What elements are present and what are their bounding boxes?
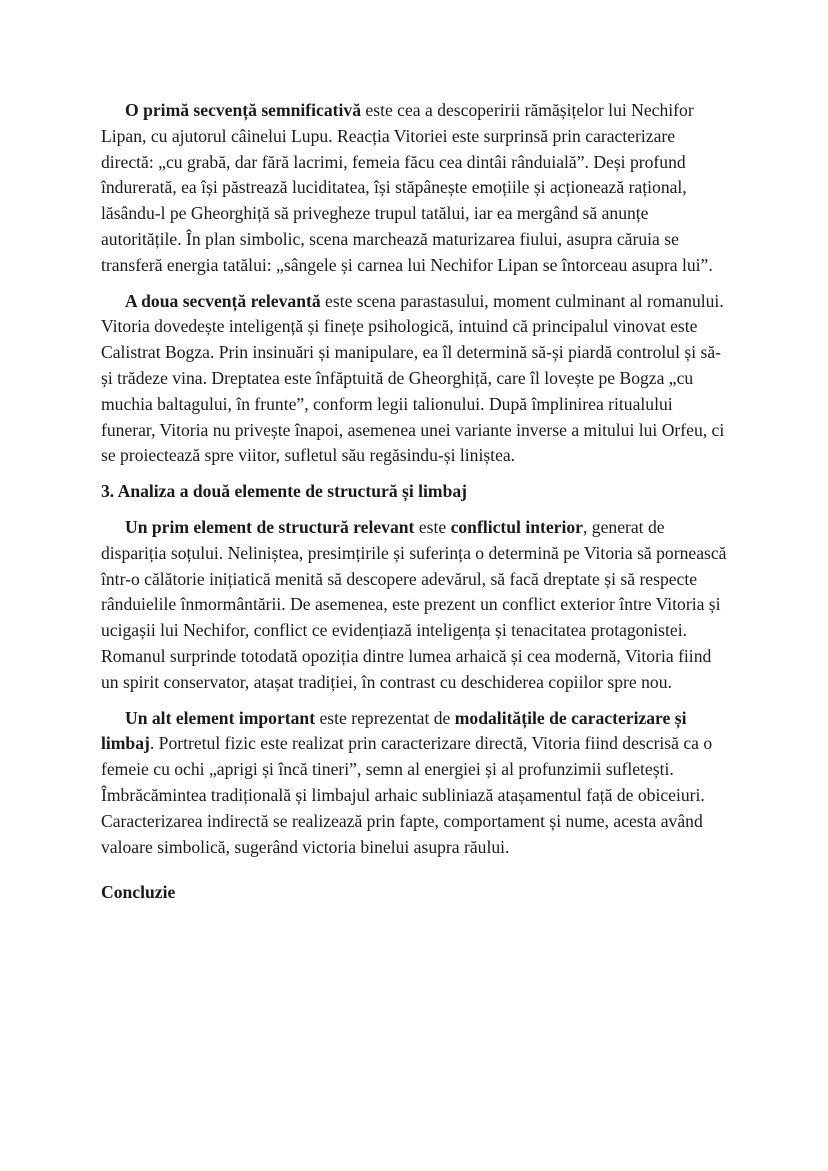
structure-element-lead: Un prim element de structură relevant (125, 516, 415, 537)
structure-element-key: conflictul interior (450, 516, 583, 537)
first-sequence-text: este cea a descoperirii rămășițelor lui Nechifor Lipan, cu ajutorul câinelui Lupu. Reacția Vitoriei este surprinsă prin caracterizare directă: „cu grabă, dar fără lacrimi, femeia făcu cea dintâi rânduială”. Deși profund îndurerată, ea își păstrează luciditatea, își stăpânește emoțiile și acționează rațional, lăsându-l pe Gheorghiță să privegheze trupul tatălui, iar ea mergând să anunțe autoritățile. În plan simbolic, scena marchează maturizarea fiului, asupra căruia se transferă energia tatălui: „sângele și carnea lui Nechifor Lipan se întorceau asupra lui”. (101, 100, 713, 275)
paragraph-structure-element (101, 515, 729, 696)
section-heading-structure: 3. Analiza a două elemente de structură și limbaj (101, 481, 468, 502)
section-heading-conclusion: Concluzie (101, 882, 176, 903)
language-element-mid: este reprezentat de (315, 707, 455, 728)
structure-element-text: , generat de dispariția soțului. Neliniștea, presimțirile și suferința o determină pe Vitoria să pornească într-o călătorie inițiatică menită să descopere adevărul, să facă dreptate și să respecte rânduielile înmormântării. De asemenea, este prezent un conflict exterior între Vitoria și ucigașii lui Nechifor, conflict ce evidențiază inteligența și tenacitatea protagonistei. Romanul surprinde totodată opoziția dintre lumea arhaică și cea modernă, Vitoria fiind un spirit conservator, atașat tradiției, în contrast cu deschiderea copiilor spre nou. (101, 516, 727, 692)
structure-element-mid: este (414, 516, 451, 537)
second-sequence-text: este scena parastasului, moment culminant al romanului. Vitoria dovedește inteligență și finețe psihologică, intuind că principalul vinovat este Calistrat Bogza. Prin insinuări și manipulare, ea îl determină să-și piardă controlul și să-și trădeze vina. Dreptatea este înfăptuită de Gheorghiță, care îl lovește pe Bogza „cu muchia baltagului, în frunte”, conform legii talionului. După împlinirea ritualului funerar, Vitoria nu privește înapoi, asemenea unei variante inverse a mitului lui Orfeu, ci se proiectează spre viitor, sufletul său regăsindu-și liniștea. (101, 290, 725, 466)
language-element-lead: Un alt element important (125, 707, 316, 728)
language-element-key: modalitățile de caracterizare și limbaj (101, 707, 687, 754)
paragraph-language-element (101, 706, 729, 861)
document-page (101, 98, 729, 906)
paragraph-second-sequence (101, 289, 729, 470)
language-element-text: . Portretul fizic este realizat prin caracterizare directă, Vitoria fiind descrisă ca o femeie cu ochi „aprigi și încă tineri”, semn al energiei și al profunzimii sufletești. Îmbrăcămintea tradițională și limbajul arhaic subliniază atașamentul față de obiceiuri. Caracterizarea indirectă se realizează prin fapte, comportament și nume, acesta având valoare simbolică, sugerând victoria binelui asupra răului. (101, 733, 713, 857)
first-sequence-lead: O primă secvență semnificativă (125, 100, 362, 120)
second-sequence-lead: A doua secvență relevantă (125, 290, 321, 311)
paragraph-first-sequence (101, 98, 729, 279)
